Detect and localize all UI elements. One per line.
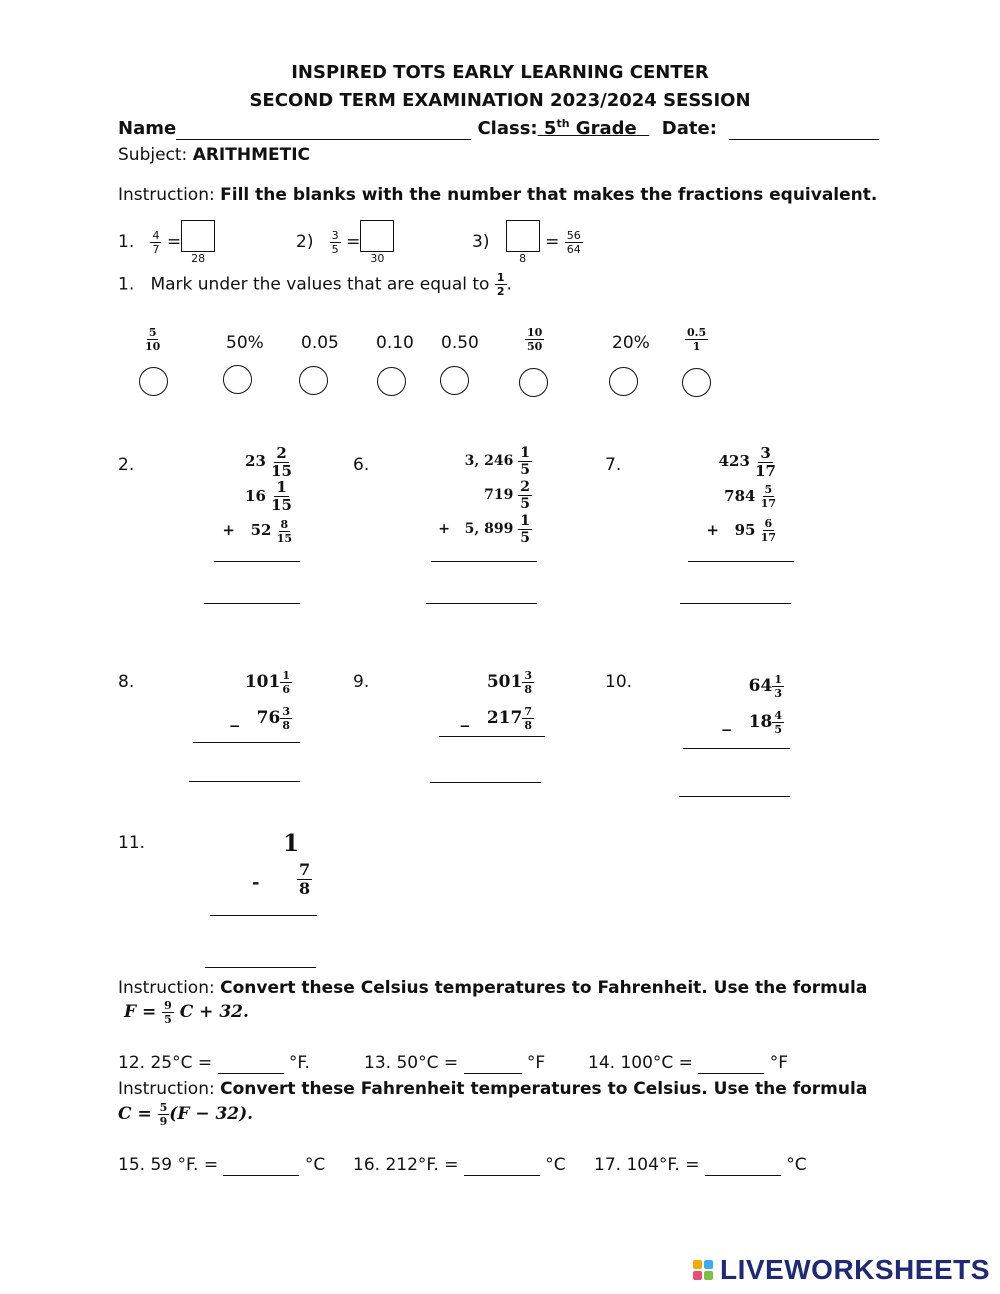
- answer-box[interactable]: [181, 220, 215, 252]
- class-value: 5th Grade: [543, 117, 637, 139]
- sum-line: [688, 561, 794, 562]
- name-row: [118, 117, 879, 140]
- answer-blank[interactable]: [464, 1053, 522, 1074]
- name-label: Name: [118, 118, 177, 139]
- option-circle[interactable]: [609, 367, 638, 396]
- answer-line[interactable]: [430, 782, 541, 783]
- sum-line: [214, 561, 300, 562]
- addition-problem-6: 3, 246 $\frac{1}{5}$ 719 $\frac{2}{5}$ + 5, 899 $\frac{1}{5}$: [438, 444, 530, 546]
- question-number: 7.: [605, 455, 622, 475]
- option-circle[interactable]: [299, 366, 328, 395]
- subtraction-problem-9: 501 $\frac{3}{8}$ _ 217 $\frac{7}{8}$: [460, 669, 532, 732]
- logo-blocks-icon: [692, 1259, 716, 1281]
- f-to-c-row: 15. 59 °F. = °C: [118, 1155, 326, 1175]
- f-to-c-row: 17. 104°F. = °C: [594, 1155, 807, 1175]
- answer-blank[interactable]: [218, 1053, 284, 1074]
- date-field[interactable]: [729, 118, 879, 140]
- option-20pct: 20%: [612, 333, 650, 353]
- option-circle[interactable]: [440, 366, 469, 395]
- question-number: 9.: [353, 672, 370, 692]
- answer-box[interactable]: [506, 220, 540, 252]
- school-title: INSPIRED TOTS EARLY LEARNING CENTER: [291, 62, 709, 83]
- option-circle[interactable]: [223, 365, 252, 394]
- question-number: 8.: [118, 672, 135, 692]
- f-to-c-row: 16. 212°F. = °C: [353, 1155, 566, 1175]
- subject-value: ARITHMETIC: [192, 145, 311, 165]
- answer-blank[interactable]: [705, 1155, 781, 1176]
- name-field[interactable]: [176, 118, 471, 140]
- formula-c: C = $\frac{5}{9}$ (F − 32).: [118, 1101, 254, 1128]
- q11-fraction: $\frac{7}{8}$: [299, 860, 311, 898]
- liveworksheets-logo[interactable]: [692, 1254, 990, 1286]
- option-circle[interactable]: [377, 367, 406, 396]
- c-to-f-row: 14. 100°C = °F: [588, 1053, 788, 1073]
- answer-box[interactable]: [360, 220, 394, 252]
- q11-operator: -: [252, 872, 260, 893]
- answer-blank[interactable]: [464, 1155, 540, 1176]
- sum-line: [431, 561, 537, 562]
- formula-f: F = $\frac{9}{5}$ C + 32.: [124, 999, 249, 1026]
- option-circle[interactable]: [139, 367, 168, 396]
- date-label: Date:: [661, 118, 717, 139]
- equiv-q3: 3) 8 = $\frac{56}{64}$: [472, 220, 583, 264]
- exam-title: SECOND TERM EXAMINATION 2023/2024 SESSION: [249, 90, 751, 111]
- answer-line[interactable]: [680, 603, 791, 604]
- c-to-f-row: 12. 25°C = °F.: [118, 1053, 310, 1073]
- instruction-1: Instruction: Fill the blanks with the number that makes the fractions equivalent.: [118, 185, 878, 205]
- difference-line: [683, 748, 790, 749]
- c-to-f-row: 13. 50°C = °F: [364, 1053, 546, 1073]
- addition-problem-2: 23 $\frac{2}{15}$ 16 $\frac{1}{15}$ + 52 $\frac{8}{15}$: [222, 443, 292, 545]
- mark-question: 1. Mark under the values that are equal to $\frac{1}{2}$ .: [118, 271, 512, 298]
- option-50pct: 50%: [226, 333, 264, 353]
- equiv-q1: 1. $\frac{4}{7}$ = 28: [118, 220, 215, 264]
- answer-line[interactable]: [189, 781, 300, 782]
- answer-line[interactable]: [205, 967, 316, 968]
- option-0-05: 0.05: [301, 333, 339, 353]
- instruction-2: Instruction: Convert these Celsius temperatures to Fahrenheit. Use the formula: [118, 978, 868, 998]
- answer-line[interactable]: [679, 796, 790, 797]
- answer-blank[interactable]: [223, 1155, 299, 1176]
- question-number: 6.: [353, 455, 370, 475]
- option-0-10: 0.10: [376, 333, 414, 353]
- brand-text: LIVEWORKSHEETS: [720, 1254, 990, 1285]
- answer-line[interactable]: [426, 603, 537, 604]
- question-number: 2.: [118, 455, 135, 475]
- option-10-50: $\frac{10}{50}$: [527, 326, 543, 353]
- option-0-50: 0.50: [441, 333, 479, 353]
- equiv-q2: 2) $\frac{3}{5}$ = 30: [296, 220, 394, 264]
- difference-line: [439, 736, 545, 737]
- answer-line[interactable]: [204, 603, 300, 604]
- subtraction-problem-10: 64 $\frac{1}{3}$ _ 18 $\frac{4}{5}$: [722, 673, 782, 736]
- option-circle[interactable]: [682, 368, 711, 397]
- addition-problem-7: 423 $\frac{3}{17}$ 784 $\frac{5}{17}$ + 95 $\frac{6}{17}$: [706, 443, 776, 544]
- answer-blank[interactable]: [698, 1053, 764, 1074]
- instruction-3: Instruction: Convert these Fahrenheit temperatures to Celsius. Use the formula: [118, 1079, 868, 1099]
- question-number: 11.: [118, 833, 146, 853]
- difference-line: [210, 915, 317, 916]
- option-0-5-1: $\frac{0.5}{1}$: [687, 326, 707, 353]
- question-number: 10.: [605, 672, 633, 692]
- class-label: Class:: [477, 118, 538, 139]
- q11-top: 1: [283, 830, 300, 857]
- subject-line: Subject: ARITHMETIC: [118, 145, 311, 165]
- option-circle[interactable]: [519, 368, 548, 397]
- subtraction-problem-8: 101 $\frac{1}{6}$ _ 76 $\frac{3}{8}$: [230, 669, 290, 732]
- option-5-10: $\frac{5}{10}$: [145, 326, 161, 353]
- difference-line: [193, 742, 300, 743]
